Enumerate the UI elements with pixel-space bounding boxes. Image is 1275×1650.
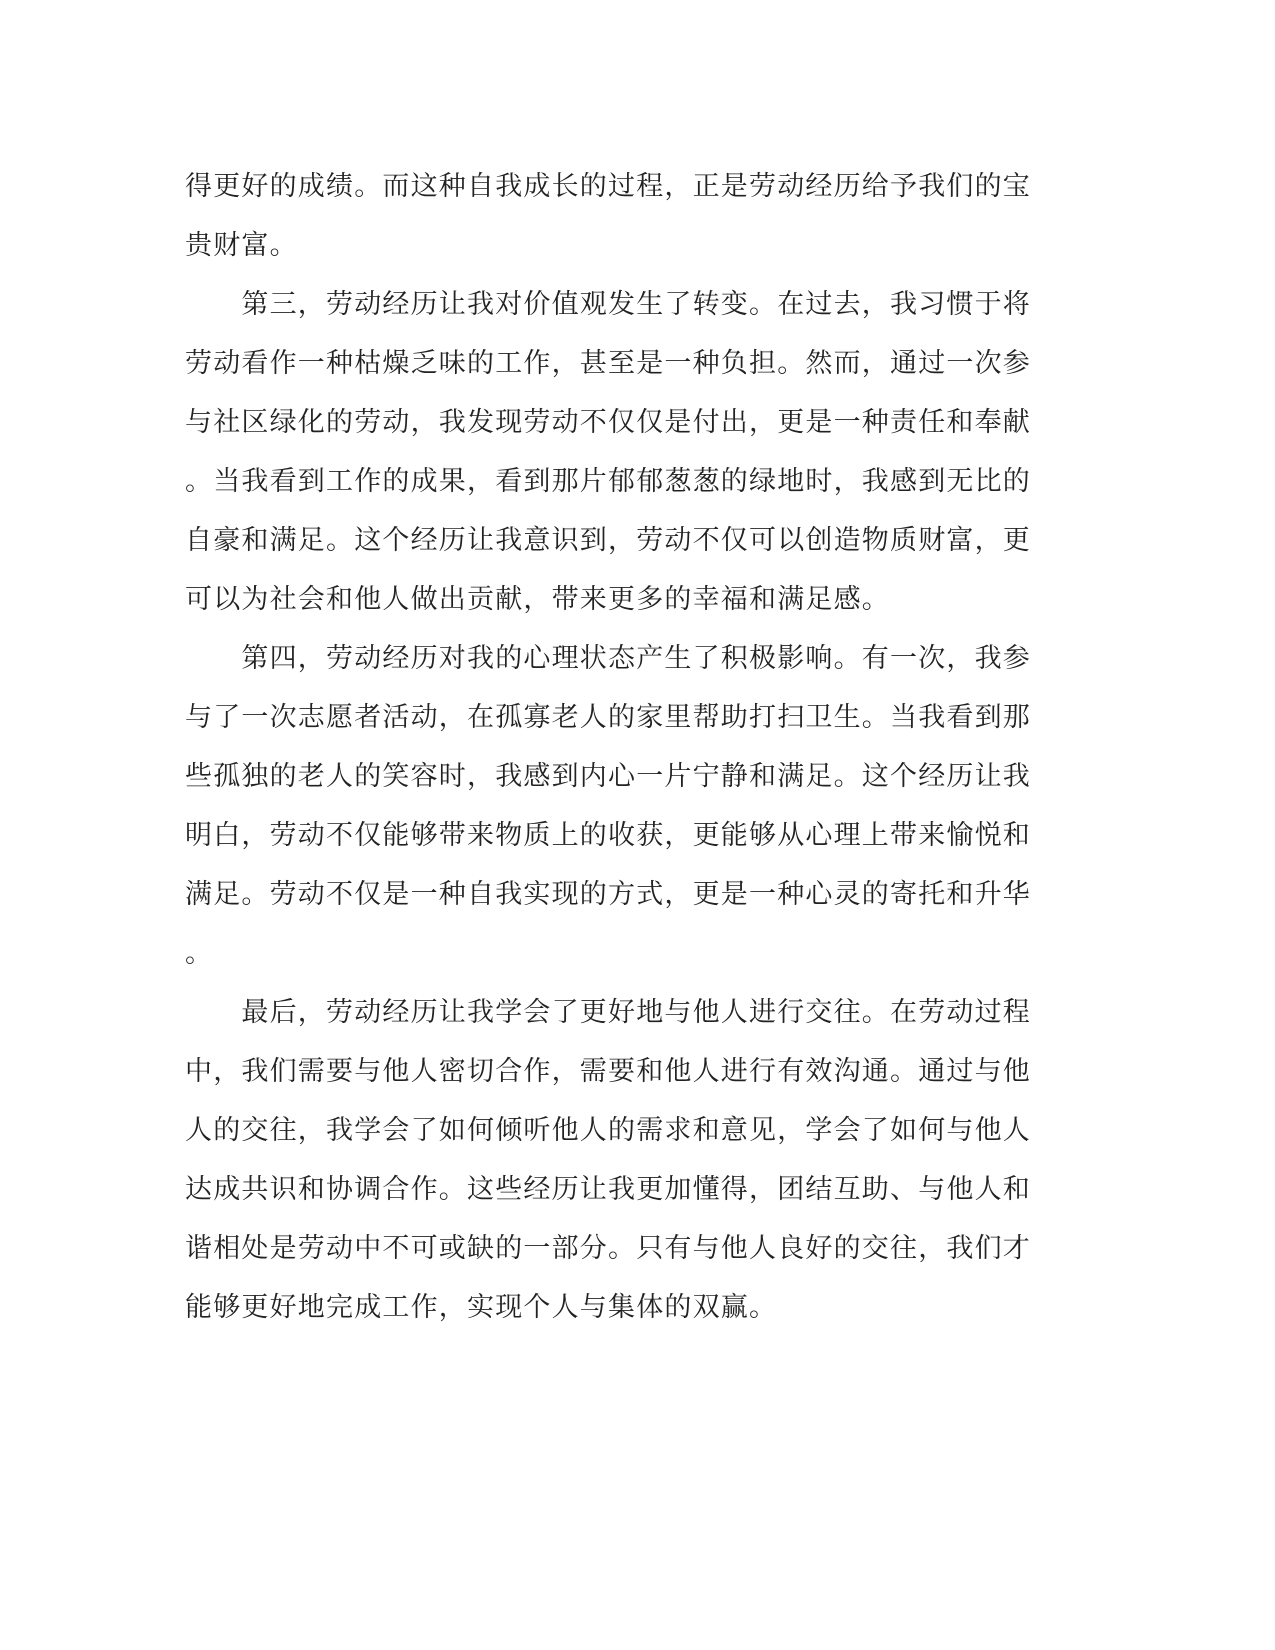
text-line: 些孤独的老人的笑容时，我感到内心一片宁静和满足。这个经历让我 <box>185 761 1031 792</box>
text-line: 满足。劳动不仅是一种自我实现的方式，更是一种心灵的寄托和升华 <box>185 879 1031 910</box>
text-line: 自豪和满足。这个经历让我意识到，劳动不仅可以创造物质财富，更 <box>185 525 1031 556</box>
text-line: 中，我们需要与他人密切合作，需要和他人进行有效沟通。通过与他 <box>185 1056 1031 1087</box>
text-line: 贵财富。 <box>185 230 298 261</box>
text-line: 能够更好地完成工作，实现个人与集体的双赢。 <box>185 1292 778 1323</box>
text-line: 与了一次志愿者活动，在孤寡老人的家里帮助打扫卫生。当我看到那 <box>185 702 1031 733</box>
text-line: 第四，劳动经历对我的心理状态产生了积极影响。有一次，我参 <box>185 643 1031 674</box>
text-line: 人的交往，我学会了如何倾听他人的需求和意见，学会了如何与他人 <box>185 1115 1031 1146</box>
text-line: 劳动看作一种枯燥乏味的工作，甚至是一种负担。然而，通过一次参 <box>185 348 1031 379</box>
text-line: 最后，劳动经历让我学会了更好地与他人进行交往。在劳动过程 <box>185 997 1031 1028</box>
text-line: 第三，劳动经历让我对价值观发生了转变。在过去，我习惯于将 <box>185 289 1031 320</box>
text-line: 谐相处是劳动中不可或缺的一部分。只有与他人良好的交往，我们才 <box>185 1233 1031 1264</box>
text-line: 达成共识和协调合作。这些经历让我更加懂得，团结互助、与他人和 <box>185 1174 1031 1205</box>
text-line: 。 <box>185 938 214 969</box>
text-line: 与社区绿化的劳动，我发现劳动不仅仅是付出，更是一种责任和奉献 <box>185 407 1031 438</box>
body-text <box>185 157 1085 1337</box>
text-line: 得更好的成绩。而这种自我成长的过程，正是劳动经历给予我们的宝 <box>185 171 1031 202</box>
text-line: 可以为社会和他人做出贡献，带来更多的幸福和满足感。 <box>185 584 890 615</box>
text-line: 。当我看到工作的成果，看到那片郁郁葱葱的绿地时，我感到无比的 <box>185 466 1031 497</box>
text-line: 明白，劳动不仅能够带来物质上的收获，更能够从心理上带来愉悦和 <box>185 820 1031 851</box>
